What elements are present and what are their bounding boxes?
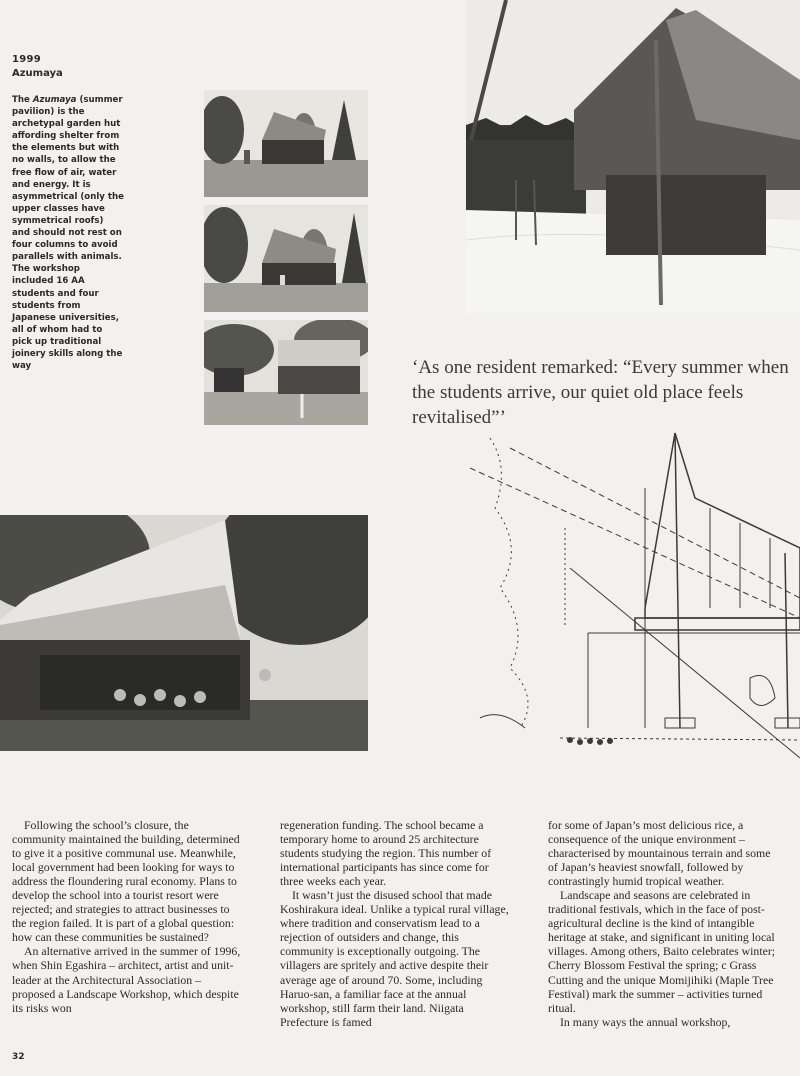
caption-text-italic: Azumaya (32, 95, 77, 105)
body-column-2 (280, 818, 512, 1029)
project-name: Azumaya (12, 68, 63, 79)
body-paragraph: In many ways the annual workshop, (560, 1014, 731, 1029)
body-column-3 (548, 818, 780, 1029)
photo-pavilion-small-3 (204, 320, 368, 425)
caption-text-after: (summer pavilion) is the archetypal garden hut affording shelter from the elements but with no walls, to allow the free flow of air, water and energy. It is asymmetrical (only the upper classes have symmetrical roofs) and should not rest on four columns to avoid parallels with animals. The workshop included 16 AA students and four students from Japanese universities, all of whom had to pick up traditional joinery skills along the way (12, 95, 124, 372)
body-paragraph: for some of Japan’s most delicious rice, a consequence of the unique environment – characterised by mountainous terrain and some of Japan’s heaviest snowfall, followed by contrastingly humid tropical weather. (548, 818, 771, 889)
body-paragraph: regeneration funding. The school became a temporary home to around 25 architecture students studying the region. This number of international participants has since come for three weeks each year. (280, 818, 492, 889)
pull-quote: ‘As one resident remarked: “Every summer when the students arrive, our quiet old place feels revitalised”’ (412, 357, 789, 428)
project-caption (12, 94, 124, 372)
body-paragraph: Following the school’s closure, the community maintained the building, determined to give it a positive communal use. Meanwhile, local government had been looking for ways to address the floundering rural economy. Plans to develop the school into a tourist resort were rejected; and strategies to attract businesses to the region failed. It is part of a global question: how can these communities be sustained? (12, 818, 240, 945)
body-column-1 (12, 818, 244, 1015)
page-number: 32 (12, 1052, 25, 1062)
body-paragraph: Landscape and seasons are celebrated in traditional festivals, which in the face of post-agricultural decline is the kind of intangible heritage at stake, and significant in uniting local villages. Among others, Baito celebrates winter; Cherry Blossom Festival the spring; c Grass Cutting and the unique Momijihiki (Maple Tree Festival) mark the summer – activities turned ritual. (548, 888, 776, 1015)
caption-text-before: The (12, 95, 33, 105)
photo-pavilion-small-2 (204, 205, 368, 312)
photo-pavilion-small-1 (204, 90, 368, 197)
photo-pavilion-summer (0, 515, 368, 751)
pavilion-section-drawing (470, 428, 800, 776)
project-year: 1999 (12, 54, 42, 65)
body-paragraph: An alternative arrived in the summer of 1996, when Shin Egashira – architect, artist and unit-leader at the Architectural Association – proposed a Landscape Workshop, which despite its risks won (12, 944, 241, 1015)
photo-pavilion-snow (466, 0, 800, 313)
body-paragraph: It wasn’t just the disused school that made Koshirakura ideal. Unlike a typical rural village, where tradition and conservatism lead to a rejection of outsiders and change, this community is exceptionally outgoing. The villagers are spritely and active despite their average age of around 70. Some, including Haruo-san, a familiar face at the annual workshop, still farm their land. Niigata Prefecture is famed (280, 888, 509, 1029)
